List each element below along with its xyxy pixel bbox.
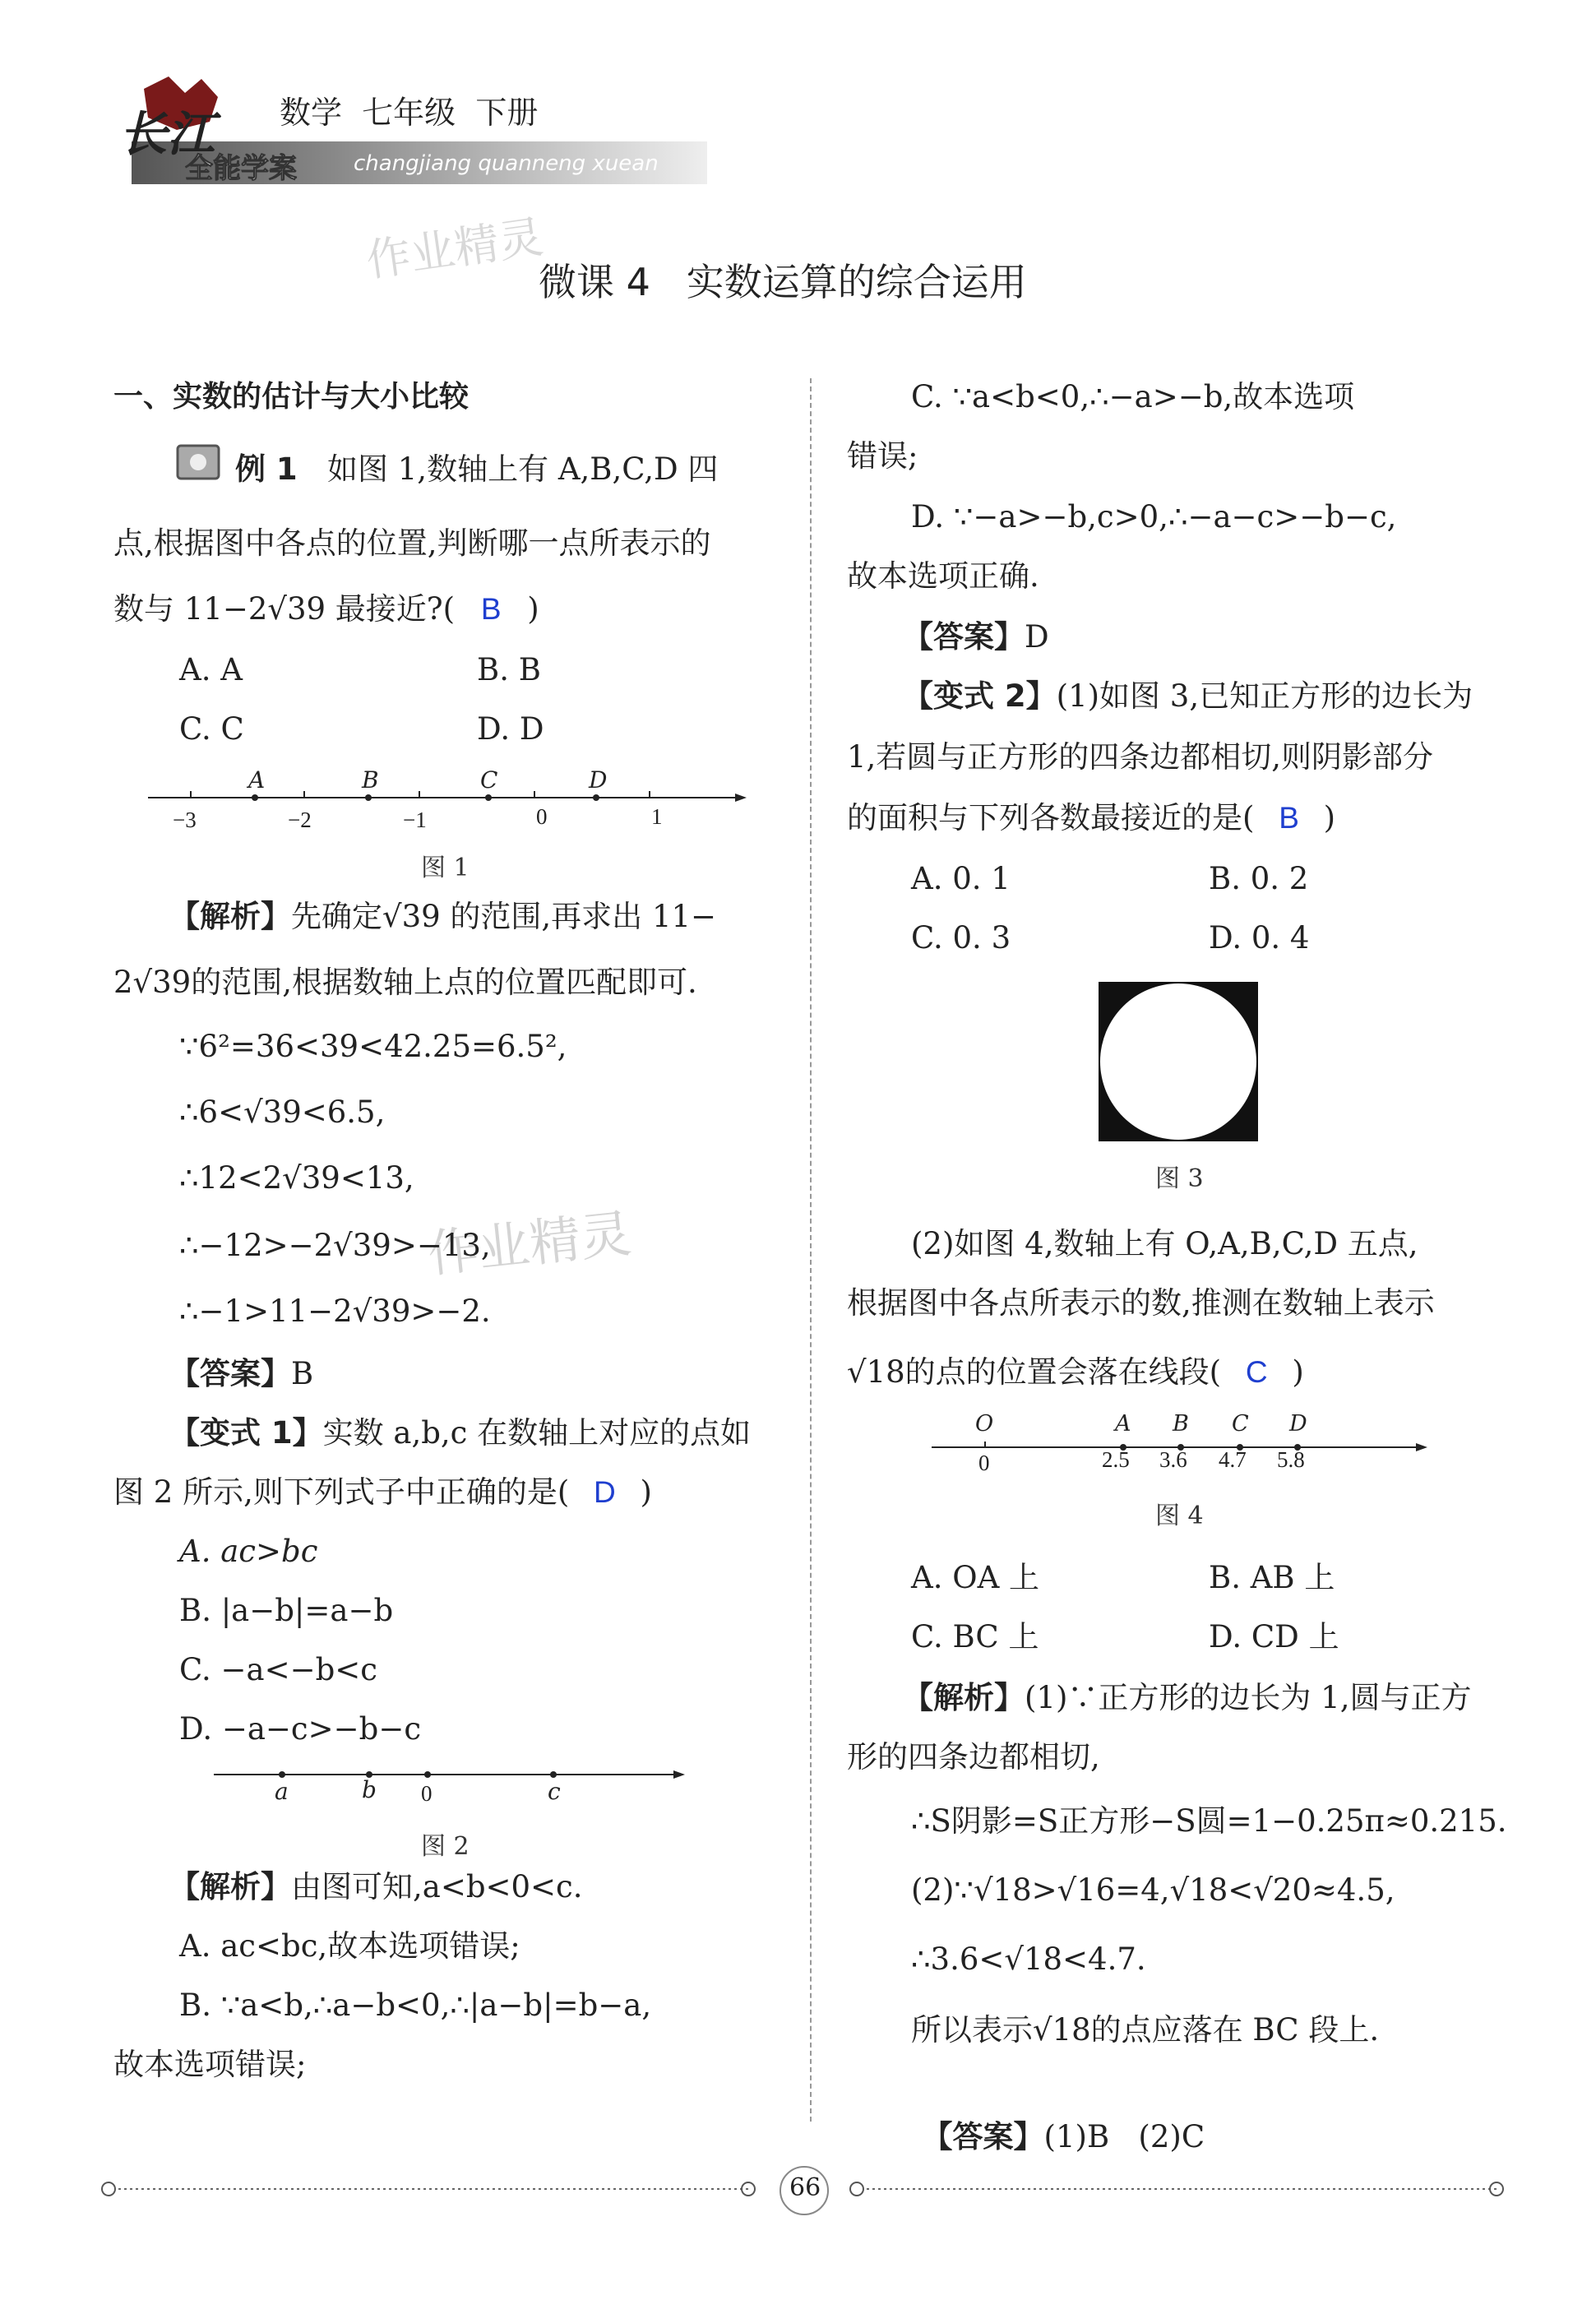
variant2-question: 的面积与下列各数最接近的是( (847, 800, 1255, 835)
example1-option-d: D. D (477, 711, 544, 747)
variant2-answer2: C (1245, 1355, 1268, 1389)
example1-line2: 点,根据图中各点的位置,判断哪一点所表示的 (113, 525, 711, 561)
watermark-2: 作业精灵 (424, 1203, 635, 1284)
variant2-option-c: C. 0. 3 (911, 920, 1011, 956)
variant2-answer1: B (1279, 801, 1299, 835)
analysis2-tag: 【解析】 (169, 1869, 291, 1904)
analysis2-line1 (169, 1867, 583, 1908)
option-d-explanation-1: D. ∵−a>−b,c>0,∴−a−c>−b−c, (911, 499, 1397, 535)
example1-line1: 如图 1,数轴上有 A,B,C,D 四 (327, 451, 719, 487)
analysis1-line2: 2√39的范围,根据数轴上点的位置匹配即可. (113, 965, 697, 1000)
fig1-tick-neg3: −3 (173, 808, 197, 832)
analysis1-step2: ∴6<√39<6.5, (179, 1094, 386, 1130)
fig4-point-b: B (1173, 1411, 1189, 1437)
fig4-point-a: A (1115, 1411, 1131, 1437)
variant1-question: 图 2 所示,则下列式子中正确的是( (113, 1474, 570, 1510)
analysis2-line4: 故本选项错误; (113, 2047, 307, 2082)
analysis2-line2: A. ac<bc,故本选项错误; (179, 1928, 520, 1964)
variant1-close-paren: ) (640, 1474, 652, 1510)
analysis1-step4: ∴−12>−2√39>−13, (179, 1228, 491, 1263)
variant2-q2-option-a: A. OA 上 (911, 1560, 1040, 1595)
svg-text:长江: 长江 (119, 108, 215, 161)
analysis3-line6: 所以表示√18的点应落在 BC 段上. (911, 2012, 1380, 2048)
analysis3-text: (1)∵正方形的边长为 1,圆与正方 (1025, 1680, 1472, 1715)
option-c-explanation-2: 错误; (847, 438, 918, 474)
variant2-q2-close-paren: ) (1292, 1354, 1304, 1390)
variant1-answer: D (594, 1475, 616, 1509)
header-subject: 数学 七年级 下册 (280, 95, 539, 131)
fig4-value-d: 5.8 (1277, 1447, 1305, 1472)
figure3-square-circle (1099, 982, 1258, 1141)
example1-option-c: C. C (179, 711, 244, 747)
option-d-explanation-2: 故本选项正确. (847, 558, 1039, 594)
variant1-tag: 【变式 1】 (169, 1415, 323, 1451)
example1-option-b: B. B (477, 652, 541, 687)
column-divider (810, 378, 812, 2122)
fig1-point-a: A (248, 766, 266, 794)
analysis3-line3: ∴S阴影=S正方形−S圆=1−0.25π≈0.215. (911, 1803, 1507, 1839)
fig4-point-c: C (1232, 1411, 1249, 1437)
analysis2-line3: B. ∵a<b,∴a−b<0,∴|a−b|=b−a, (179, 1988, 652, 2023)
figure2-caption: 图 2 (421, 1832, 470, 1861)
variant2-q2-option-b: B. AB 上 (1209, 1560, 1335, 1595)
figure3-caption: 图 3 (1155, 1164, 1204, 1193)
footer-rule-right (847, 2179, 1505, 2199)
option-c-explanation-1: C. ∵a<b<0,∴−a>−b,故本选项 (911, 379, 1355, 414)
answer1-tag: 【答案】 (169, 1356, 291, 1391)
variant1-option-c: C. −a<−b<c (179, 1652, 377, 1687)
answer2-line (903, 617, 1049, 658)
variant2-option-a: A. 0. 1 (911, 861, 1011, 896)
fig1-tick-1: 1 (651, 804, 663, 829)
variant2-line1 (903, 676, 1473, 717)
variant2-option-d: D. 0. 4 (1209, 920, 1310, 956)
fig4-point-d: D (1289, 1411, 1307, 1437)
variant2-q2-option-c: C. BC 上 (911, 1619, 1039, 1654)
page-title: 微课 4 实数运算的综合运用 (539, 260, 1027, 304)
variant1-option-a: A. ac>bc (179, 1534, 318, 1569)
example1-close-paren: ) (527, 591, 539, 627)
variant1-line2 (113, 1472, 652, 1513)
fig4-value-b: 3.6 (1159, 1447, 1187, 1472)
fig2-point-c: c (548, 1778, 561, 1805)
variant1-option-d: D. −a−c>−b−c (179, 1711, 422, 1747)
example1-question: 数与 11−2√39 最接近?( (113, 591, 456, 627)
variant2-q2-option-d: D. CD 上 (1209, 1619, 1339, 1654)
analysis3-line4: (2)∵√18>√16=4,√18<√20≈4.5, (911, 1872, 1395, 1908)
fig1-point-c: C (480, 766, 498, 794)
fig4-value-c: 4.7 (1219, 1447, 1247, 1472)
analysis3-line2: 形的四条边都相切, (847, 1739, 1100, 1775)
analysis3-line1 (903, 1678, 1471, 1719)
answer3-value: (1)B (2)C (1043, 2119, 1205, 2154)
fig2-point-b: b (362, 1776, 377, 1803)
example1-option-a: A. A (179, 652, 243, 687)
answer1-line (169, 1354, 313, 1395)
variant2-option-b: B. 0. 2 (1209, 861, 1309, 896)
variant1-text: 实数 a,b,c 在数轴上对应的点如 (322, 1415, 752, 1451)
variant2-line2: 1,若圆与正方形的四条边都相切,则阴影部分 (847, 739, 1434, 775)
figure4-caption: 图 4 (1155, 1502, 1204, 1530)
analysis1-tag: 【解析】 (169, 899, 291, 934)
fig4-value-a: 2.5 (1102, 1447, 1130, 1472)
figure1-caption: 图 1 (421, 854, 470, 882)
fig2-point-a: a (275, 1778, 289, 1805)
answer1-value: B (291, 1356, 314, 1391)
answer2-value: D (1025, 619, 1049, 655)
variant2-text: (1)如图 3,已知正方形的边长为 (1056, 678, 1473, 714)
variant2-tag: 【变式 2】 (903, 678, 1057, 714)
variant1-line1 (169, 1413, 751, 1454)
watermark: 作业精灵 (363, 211, 547, 287)
example1-label: 例 1 (235, 451, 298, 487)
analysis1-line1 (169, 896, 716, 937)
analysis3-line5: ∴3.6<√18<4.7. (911, 1941, 1146, 1977)
variant2-line3 (847, 798, 1335, 839)
example-icon (176, 444, 222, 484)
example1-answer: B (480, 592, 502, 626)
analysis1-step3: ∴12<2√39<13, (179, 1160, 414, 1196)
fig1-tick-neg2: −2 (288, 808, 312, 832)
analysis2-text: 由图可知,a<b<0<c. (291, 1869, 583, 1904)
analysis1-step5: ∴−1>11−2√39>−2. (179, 1293, 491, 1329)
fig4-value-o: 0 (978, 1451, 990, 1475)
svg-text:全能学案: 全能学案 (185, 152, 297, 185)
answer3-tag: 【答案】 (922, 2119, 1044, 2154)
section-heading: 一、实数的估计与大小比较 (113, 380, 470, 414)
analysis1-text: 先确定√39 的范围,再求出 11− (291, 899, 717, 934)
answer3-line (903, 2076, 1205, 2158)
fig1-tick-neg1: −1 (403, 808, 427, 832)
variant2-close-paren: ) (1323, 800, 1336, 835)
analysis1-step1: ∵6²=36<39<42.25=6.5², (179, 1029, 567, 1064)
variant2-q2-line1: (2)如图 4,数轴上有 O,A,B,C,D 五点, (911, 1226, 1418, 1261)
fig2-point-0: 0 (421, 1781, 433, 1806)
header-pinyin: changjiang quanneng xuean (354, 151, 659, 176)
answer2-tag: 【答案】 (903, 619, 1025, 655)
example1-line3 (113, 589, 539, 630)
analysis3-tag: 【解析】 (903, 1680, 1025, 1715)
variant2-q2-line3 (847, 1352, 1304, 1393)
footer-rule-left (99, 2179, 756, 2199)
page-number: 66 (789, 2173, 821, 2202)
variant2-q2-line2: 根据图中各点所表示的数,推测在数轴上表示 (847, 1285, 1435, 1321)
fig4-point-o: O (975, 1411, 994, 1437)
fig1-point-b: B (362, 766, 379, 794)
fig1-tick-0: 0 (536, 804, 548, 829)
variant1-option-b: B. |a−b|=a−b (179, 1593, 394, 1628)
variant2-q2-question: √18的点的位置会落在线段( (847, 1354, 1222, 1390)
fig1-point-d: D (589, 766, 608, 794)
